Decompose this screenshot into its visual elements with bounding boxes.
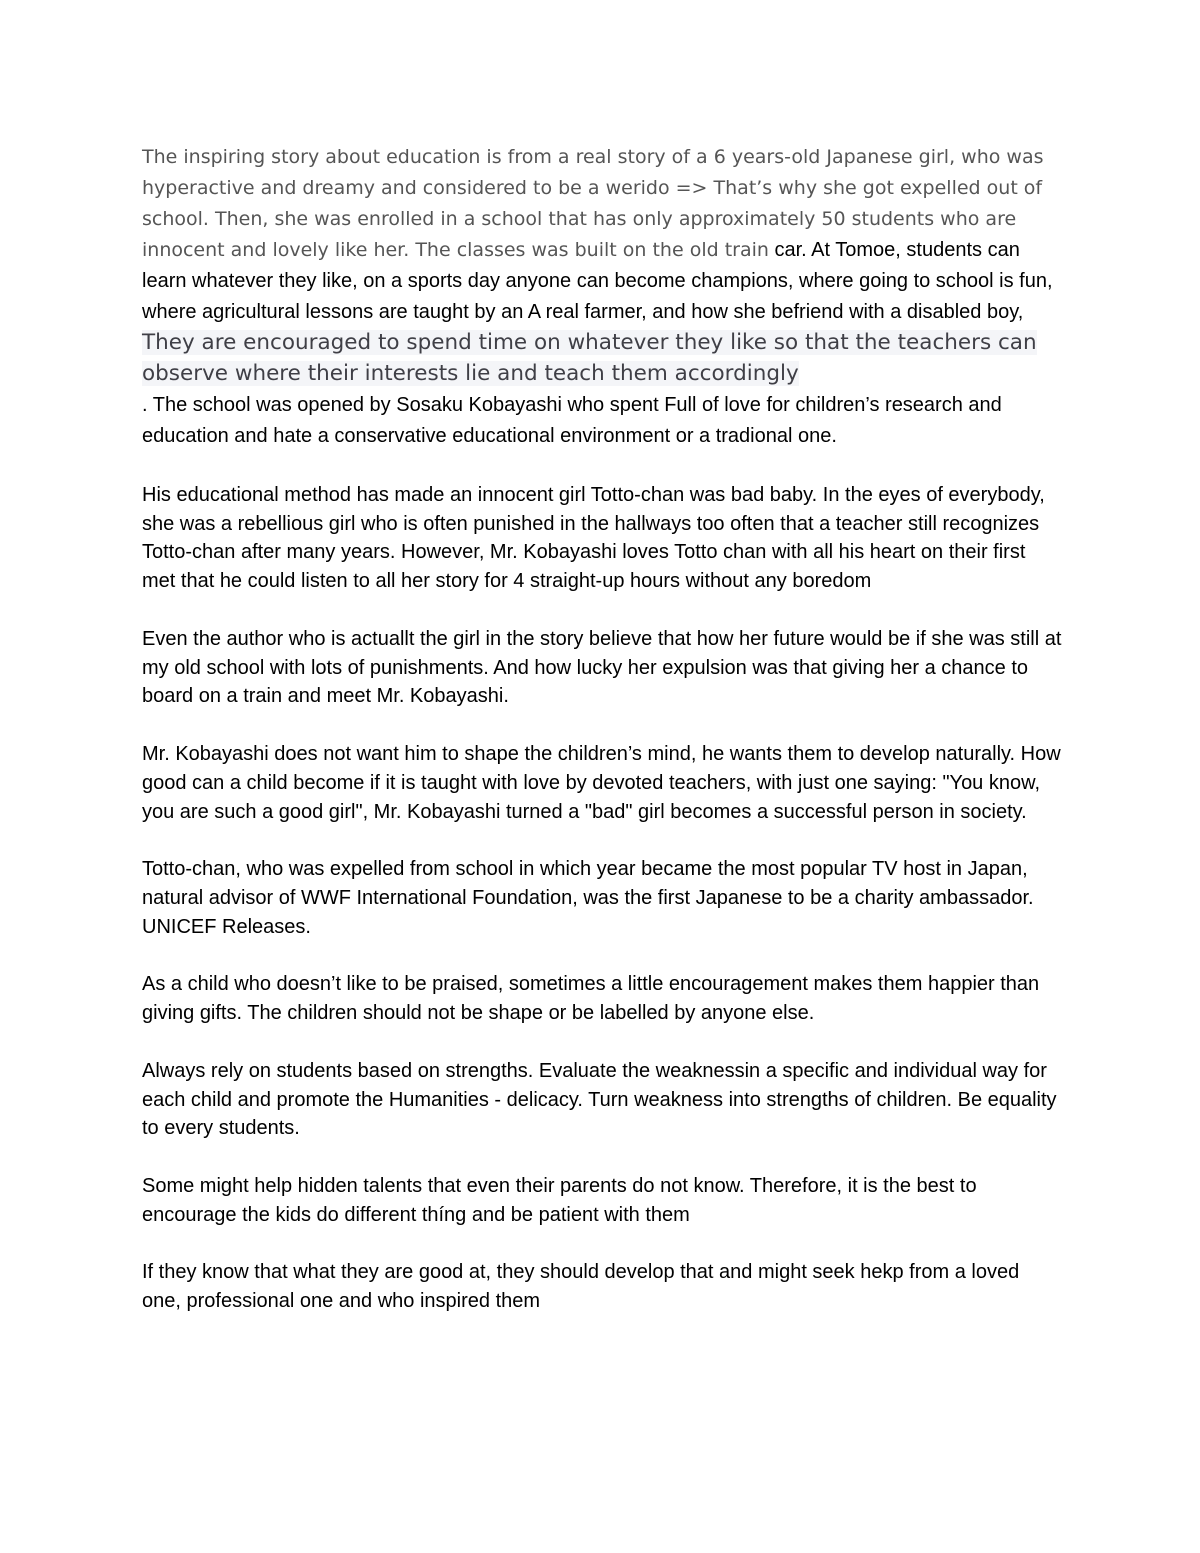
highlighted-pasted-text: They are encouraged to spend time on whatever they like so that the teachers can observe where their interests lie and teach them accordingly — [142, 330, 1037, 386]
paragraph-develop: If they know that what they are good at, they should develop that and might seek hekp from a loved one, professional one and who inspired them — [142, 1261, 1020, 1313]
document-body — [142, 142, 1062, 1316]
paragraph-strengths: Always rely on students based on strengths. Evaluate the weaknessin a specific and individual way for each child and promote the Humanities - delicacy. Turn weakness into strengths of children. Be equality to every students. — [142, 1059, 1057, 1140]
intro-ending-text: . The school was opened by Sosaku Kobayashi who spent Full of love for children’s research and education and hate a conservative educational environment or a tradional one. — [142, 394, 1002, 447]
paragraph-educational-method: His educational method has made an innocent girl Totto-chan was bad baby. In the eyes of everybody, she was a rebellious girl who is often punished in the hallways too often that a teacher still recognizes Totto-chan after many years. However, Mr. Kobayashi loves Totto chan with all his heart on their first met that he could listen to all her story for 4 straight-up hours without any boredom — [142, 483, 1045, 593]
intro-grey-text: The inspiring story about education is from a real story of a 6 years-old Japanese girl, who was hyperactive and dreamy and considered to be a werido => That’s why she got expelled out of school. Then, she was enrolled in a school that has only approximately 50 students who are innocent and lovely like her. The classes was built on the old train — [142, 146, 1044, 261]
paragraph-author: Even the author who is actuallt the girl in the story believe that how her future would be if she was still at my old school with lots of punishments. And how lucky her expulsion was that giving her a chance to board on a train and meet Mr. Kobayashi. — [142, 627, 1062, 708]
paragraph-intro — [142, 142, 1062, 452]
intro-dark-text: car. At Tomoe, students can learn whatever they like, on a sports day anyone can become champions, where going to school is fun, where agricultural lessons are taught by an A real farmer, and how she befriend with a disabled boy, — [142, 239, 1053, 323]
paragraph-encouragement: As a child who doesn’t like to be praised, sometimes a little encouragement makes them happier than giving gifts. The children should not be shape or be labelled by anyone else. — [142, 973, 1040, 1025]
paragraph-totto-chan-career: Totto-chan, who was expelled from school in which year became the most popular TV host in Japan, natural advisor of WWF International Foundation, was the first Japanese to be a charity ambassador. UNICEF Releases. — [142, 858, 1034, 938]
paragraph-hidden-talents: Some might help hidden talents that even their parents do not know. Therefore, it is the best to encourage the kids do different thíng and be patient with them — [142, 1174, 977, 1226]
paragraph-kobayashi: Mr. Kobayashi does not want him to shape the children’s mind, he wants them to develop naturally. How good can a child become if it is taught with love by devoted teachers, with just one saying: "You know, you are such a good girl", Mr. Kobayashi turned a "bad" girl becomes a successful person in society. — [142, 742, 1061, 823]
